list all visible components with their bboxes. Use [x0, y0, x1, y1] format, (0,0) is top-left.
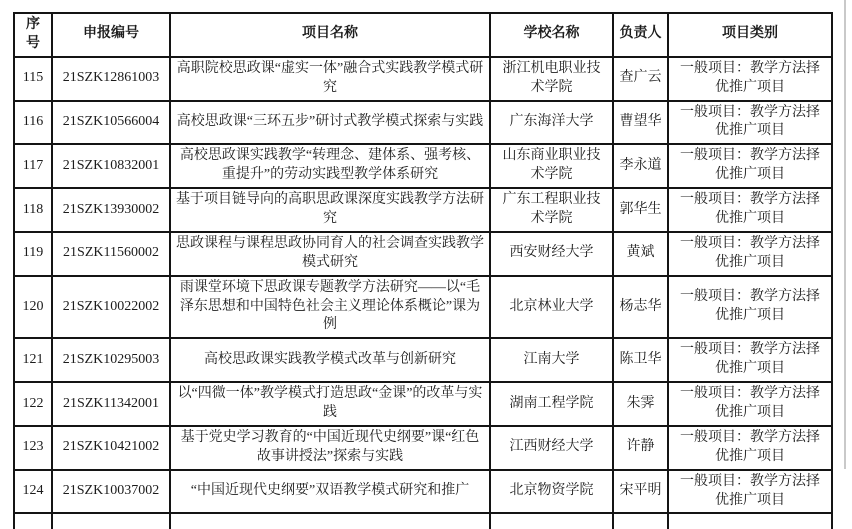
header-row: [14, 13, 832, 57]
cell-serial-number: 120: [14, 276, 52, 339]
cell-project-name: 高校思政课“三环五步”研讨式教学模式探索与实践: [170, 101, 490, 145]
cell-application-code: 21SZK12861003: [52, 57, 170, 101]
cell-school-name: 北京林业大学: [490, 276, 613, 339]
cell-project-name: [170, 513, 490, 529]
table-row: [14, 188, 832, 232]
table-row: [14, 101, 832, 145]
cell-project-name: “中国近现代史纲要”双语教学模式研究和推广: [170, 470, 490, 514]
cell-project-category: 一般项目：教学方法择优推广项目: [668, 57, 832, 101]
cell-leader-name: 李永道: [613, 144, 668, 188]
cell-project-name: 高校思政课实践教学模式改革与创新研究: [170, 338, 490, 382]
header-school: 学校名称: [490, 13, 613, 57]
cell-project-name: 高校思政课实践教学“转理念、建体系、强考核、重提升”的劳动实践型教学体系研究: [170, 144, 490, 188]
cell-leader-name: 查广云: [613, 57, 668, 101]
cell-school-name: 西安财经大学: [490, 232, 613, 276]
table-row: [14, 276, 832, 339]
cell-school-name: 浙江机电职业技术学院: [490, 57, 613, 101]
cell-school-name: 江南大学: [490, 338, 613, 382]
cell-leader-name: 郭华生: [613, 188, 668, 232]
cell-school-name: 山东商业职业技术学院: [490, 144, 613, 188]
table-row: [14, 382, 832, 426]
cell-application-code: 21SZK10832001: [52, 144, 170, 188]
cell-leader-name: 杨志华: [613, 276, 668, 339]
cell-leader-name: [613, 513, 668, 529]
cell-application-code: 21SZK10295003: [52, 338, 170, 382]
table-row-cropped: [14, 513, 832, 529]
table-row: [14, 426, 832, 470]
cell-project-category: 一般项目：教学方法择优推广项目: [668, 232, 832, 276]
cell-application-code: 21SZK10566004: [52, 101, 170, 145]
header-no: 序号: [14, 13, 52, 57]
cell-project-category: 一般项目：教学方法择优推广项目: [668, 276, 832, 339]
cell-school-name: [490, 513, 613, 529]
cell-project-category: 一般项目：教学方法择优推广项目: [668, 470, 832, 514]
cell-serial-number: 122: [14, 382, 52, 426]
cell-serial-number: 115: [14, 57, 52, 101]
header-code: 申报编号: [52, 13, 170, 57]
table-body: [14, 57, 832, 529]
cell-project-category: [668, 513, 832, 529]
cell-serial-number: 118: [14, 188, 52, 232]
cell-leader-name: 许静: [613, 426, 668, 470]
cell-serial-number: [14, 513, 52, 529]
header-leader: 负责人: [613, 13, 668, 57]
header-category: 项目类别: [668, 13, 832, 57]
cell-serial-number: 116: [14, 101, 52, 145]
cell-project-category: 一般项目：教学方法择优推广项目: [668, 338, 832, 382]
cell-school-name: 湖南工程学院: [490, 382, 613, 426]
cell-serial-number: 123: [14, 426, 52, 470]
cell-application-code: 21SZK10037002: [52, 470, 170, 514]
cell-leader-name: 宋平明: [613, 470, 668, 514]
cell-leader-name: 陈卫华: [613, 338, 668, 382]
cell-serial-number: 121: [14, 338, 52, 382]
cell-project-name: 雨课堂环境下思政课专题教学方法研究——以“毛泽东思想和中国特色社会主义理论体系概论”课为例: [170, 276, 490, 339]
cell-project-name: 基于项目链导向的高职思政课深度实践教学方法研究: [170, 188, 490, 232]
page-edge-line: [844, 0, 846, 469]
cell-school-name: 北京物资学院: [490, 470, 613, 514]
cell-application-code: [52, 513, 170, 529]
cell-project-name: 高职院校思政课“虚实一体”融合式实践教学模式研究: [170, 57, 490, 101]
cell-leader-name: 曹望华: [613, 101, 668, 145]
cell-serial-number: 117: [14, 144, 52, 188]
cell-application-code: 21SZK11342001: [52, 382, 170, 426]
cell-project-category: 一般项目：教学方法择优推广项目: [668, 144, 832, 188]
cell-serial-number: 119: [14, 232, 52, 276]
cell-project-name: 思政课程与课程思政协同育人的社会调查实践教学模式研究: [170, 232, 490, 276]
cell-project-category: 一般项目：教学方法择优推广项目: [668, 426, 832, 470]
cell-school-name: 广东海洋大学: [490, 101, 613, 145]
cell-application-code: 21SZK11560002: [52, 232, 170, 276]
cell-leader-name: 朱霁: [613, 382, 668, 426]
table-row: [14, 470, 832, 514]
cell-school-name: 江西财经大学: [490, 426, 613, 470]
cell-application-code: 21SZK10022002: [52, 276, 170, 339]
cell-leader-name: 黄斌: [613, 232, 668, 276]
cell-application-code: 21SZK10421002: [52, 426, 170, 470]
cell-project-category: 一般项目：教学方法择优推广项目: [668, 188, 832, 232]
cell-school-name: 广东工程职业技术学院: [490, 188, 613, 232]
cell-application-code: 21SZK13930002: [52, 188, 170, 232]
table-row: [14, 232, 832, 276]
table-row: [14, 57, 832, 101]
table-row: [14, 144, 832, 188]
table-header: [14, 13, 832, 57]
cell-project-category: 一般项目：教学方法择优推广项目: [668, 101, 832, 145]
cell-project-name: 基于党史学习教育的“中国近现代史纲要”课“红色故事讲授法”探索与实践: [170, 426, 490, 470]
cell-serial-number: 124: [14, 470, 52, 514]
header-project: 项目名称: [170, 13, 490, 57]
cell-project-category: 一般项目：教学方法择优推广项目: [668, 382, 832, 426]
cell-project-name: 以“四微一体”教学模式打造思政“金课”的改革与实践: [170, 382, 490, 426]
project-table: [13, 12, 833, 529]
table-row: [14, 338, 832, 382]
